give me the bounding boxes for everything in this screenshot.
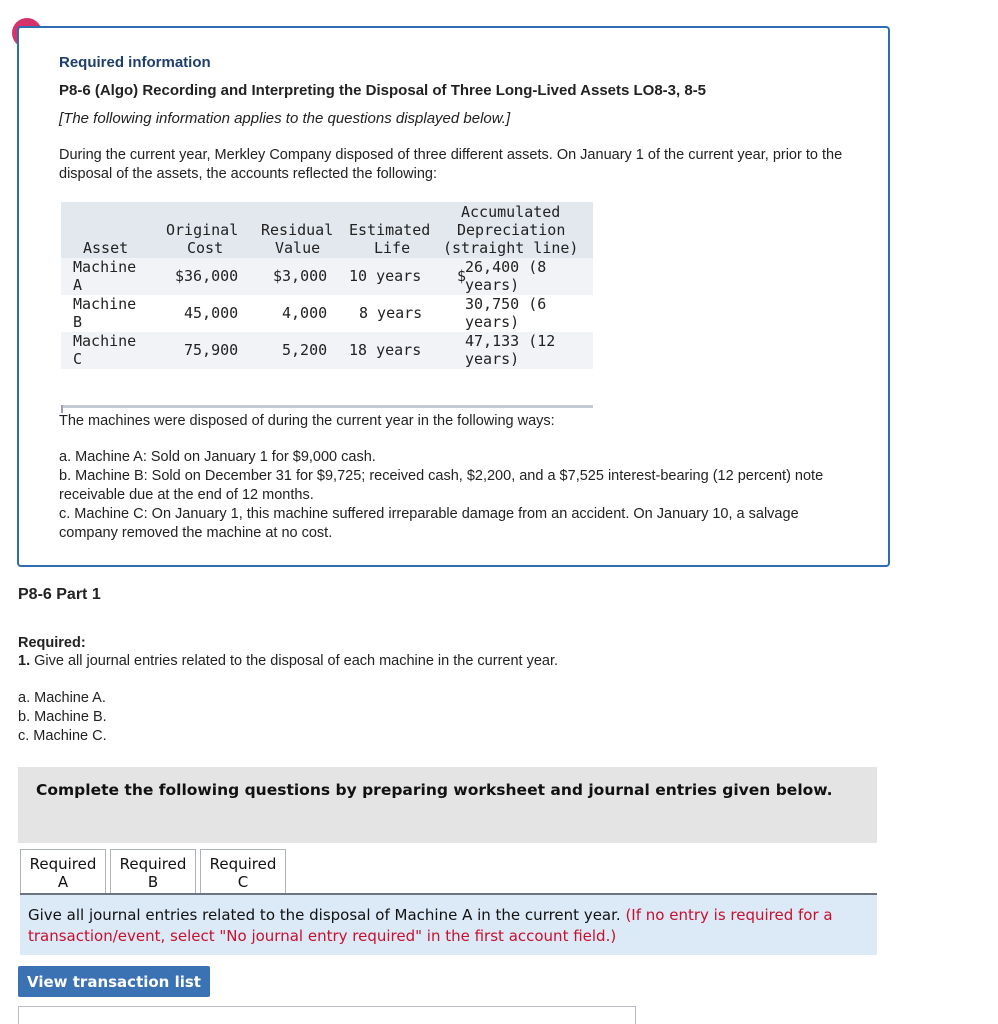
residual-value: $3,000: [273, 267, 328, 285]
header-original-line2: Cost: [187, 239, 224, 257]
tab-required-b[interactable]: [110, 849, 196, 895]
tab-required-a[interactable]: [20, 849, 106, 895]
residual-value: 5,200: [282, 341, 328, 359]
required-text: [18, 653, 558, 669]
dollar-sign: $: [457, 267, 467, 285]
asset-name: Machine: [73, 258, 137, 276]
asset-letter: C: [73, 350, 83, 368]
instructions-main: Give all journal entries related to the disposal of Machine A in the current year.: [28, 906, 621, 924]
view-transaction-list-button[interactable]: View transaction list: [18, 966, 210, 997]
asset-name: Machine: [73, 295, 137, 313]
list-item: b. Machine B.: [18, 709, 107, 725]
instructions-box: [20, 895, 877, 955]
list-item: b. Machine B: Sold on December 31 for $9,725; received cash, $2,200, and a $7,525 interest-bearing (12 percent) note receivable due at the end of 12 months.: [59, 468, 824, 503]
header-accum-dep-line3: (straight line): [443, 239, 579, 257]
instructions-note: (If no entry is required for a transaction/event, select "No journal entry required" in the first account field.): [28, 906, 833, 945]
table-bottom-rule: [61, 405, 593, 408]
estimated-life: 18 years: [349, 341, 422, 359]
journal-entry-panel: [18, 1006, 636, 1024]
original-cost: 45,000: [184, 304, 239, 322]
residual-value: 4,000: [282, 304, 328, 322]
accumulated-depreciation-years: years): [465, 313, 520, 331]
tab-letter: A: [57, 873, 69, 891]
accumulated-depreciation: 47,133 (12: [465, 332, 556, 350]
list-item: a. Machine A: Sold on January 1 for $9,000 cash.: [59, 449, 376, 465]
header-asset: Asset: [83, 239, 129, 257]
accumulated-depreciation-years: years): [465, 276, 520, 294]
applies-note: [The following information applies to the questions displayed below.]: [59, 110, 511, 127]
estimated-life: 10 years: [349, 267, 422, 285]
accumulated-depreciation-years: years): [465, 350, 520, 368]
required-information-heading: Required information: [59, 54, 211, 71]
asset-name: Machine: [73, 332, 137, 350]
accumulated-depreciation: 26,400 (8: [465, 258, 547, 276]
list-item: c. Machine C: On January 1, this machine suffered irreparable damage from an accident. On January 10, a salvage company removed the machine at no cost.: [59, 506, 799, 541]
part-title: P8-6 Part 1: [18, 586, 101, 603]
tab-label: Required: [119, 855, 187, 873]
asset-letter: A: [73, 276, 83, 294]
complete-prompt: Complete the following questions by preparing worksheet and journal entries given below.: [36, 781, 833, 799]
header-accum-dep-line1: Accumulated: [461, 203, 561, 221]
original-cost: $36,000: [175, 267, 239, 285]
disposal-list: [59, 448, 849, 543]
header-estimated-line1: Estimated: [349, 221, 431, 239]
tab-letter: B: [147, 873, 159, 891]
list-item: a. Machine A.: [18, 690, 106, 706]
tab-label: Required: [29, 855, 97, 873]
complete-prompt-box: [18, 767, 877, 843]
header-original-line1: Original: [166, 221, 239, 239]
estimated-life: 8 years: [359, 304, 423, 322]
header-residual-line2: Value: [275, 239, 321, 257]
problem-intro: During the current year, Merkley Company disposed of three different assets. On January 1 of the current year, prior to the disposal of the assets, the accounts reflected the following:: [59, 147, 843, 182]
required-number: 1.: [18, 653, 31, 669]
original-cost: 75,900: [184, 341, 239, 359]
tab-label: Required: [209, 855, 277, 873]
problem-title: P8-6 (Algo) Recording and Interpreting the Disposal of Three Long-Lived Assets LO8-3, 8-5: [59, 82, 707, 99]
disposal-intro: The machines were disposed of during the current year in the following ways:: [59, 413, 555, 429]
machine-list: [18, 689, 107, 746]
required-description: Give all journal entries related to the disposal of each machine in the current year.: [30, 653, 559, 669]
tab-required-c[interactable]: [200, 849, 286, 895]
list-item: c. Machine C.: [18, 728, 107, 744]
required-label: Required:: [18, 635, 86, 651]
table-bottom-tick: [61, 405, 63, 413]
header-accum-dep-line2: Depreciation: [457, 221, 566, 239]
header-residual-line1: Residual: [261, 221, 334, 239]
accumulated-depreciation: 30,750 (6: [465, 295, 547, 313]
header-estimated-line2: Life: [374, 239, 411, 257]
asset-letter: B: [73, 313, 83, 331]
required-information-panel: [17, 26, 890, 567]
tab-letter: C: [237, 873, 249, 891]
